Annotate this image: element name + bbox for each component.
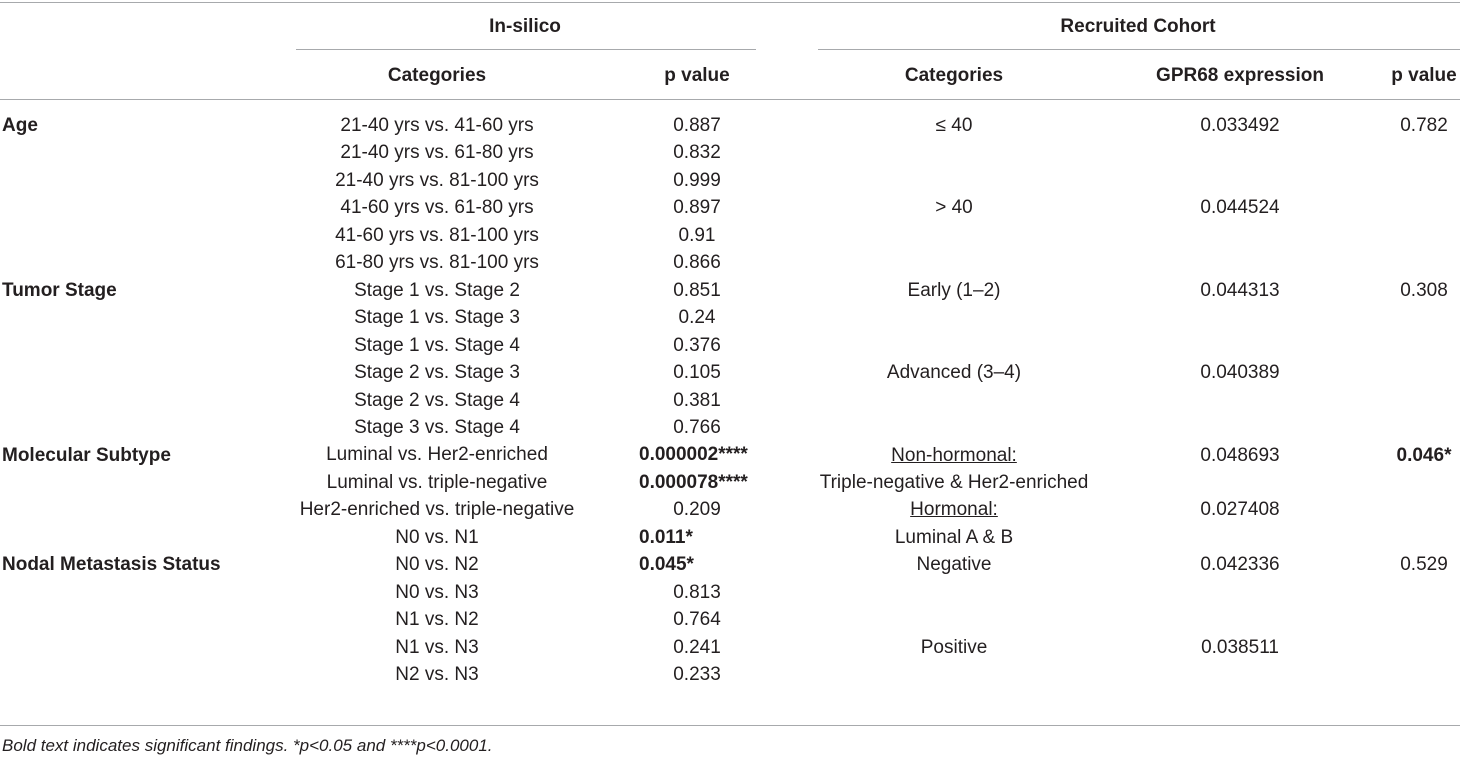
insilico-category: 21-40 yrs vs. 41-60 yrs: [340, 115, 534, 136]
insilico-category: N0 vs. N1: [395, 527, 479, 548]
insilico-p-value: 0.000002****: [639, 444, 748, 465]
insilico-p-value: 0.851: [673, 280, 721, 301]
insilico-p-value: 0.241: [673, 637, 721, 658]
insilico-p-value: 0.233: [673, 664, 721, 685]
recruited-category-stage-advanced: Advanced (3–4): [886, 362, 1022, 383]
insilico-category: 21-40 yrs vs. 61-80 yrs: [340, 142, 534, 163]
insilico-p-value: 0.045*: [639, 554, 694, 575]
table-footnote: Bold text indicates significant findings. *p<0.05 and ****p<0.0001.: [2, 736, 493, 755]
gpr68-expression-value: 0.044313: [1200, 280, 1280, 301]
header-in-silico: In-silico: [489, 16, 561, 37]
insilico-p-value: 0.376: [673, 335, 721, 356]
recruited-category-hormonal-detail: Luminal A & B: [894, 527, 1014, 548]
insilico-span-rule: [296, 49, 756, 50]
recruited-p-value: 0.782: [1400, 115, 1448, 136]
insilico-category: Stage 1 vs. Stage 2: [354, 280, 520, 301]
insilico-category: Stage 2 vs. Stage 4: [354, 390, 520, 411]
insilico-category: 21-40 yrs vs. 81-100 yrs: [335, 170, 539, 191]
header-insilico-p-value: p value: [664, 65, 730, 86]
recruited-p-value: 0.529: [1400, 554, 1448, 575]
insilico-category: N0 vs. N2: [395, 554, 479, 575]
group-nodal-metastasis: Nodal Metastasis Status: [2, 554, 221, 575]
recruited-category-hormonal-heading: Hormonal:: [910, 499, 998, 520]
insilico-p-value: 0.866: [673, 252, 721, 273]
gpr68-expression-value: 0.033492: [1200, 115, 1280, 136]
header-recruited-categories: Categories: [904, 65, 1004, 86]
recruited-category-stage-early: Early (1–2): [907, 280, 1001, 301]
recruited-p-value-significant: 0.046*: [1396, 445, 1452, 466]
insilico-category: 41-60 yrs vs. 61-80 yrs: [340, 197, 534, 218]
insilico-p-value: 0.381: [673, 390, 721, 411]
recruited-category-nodal-negative: Negative: [916, 554, 992, 575]
recruited-category-nodal-positive: Positive: [920, 637, 988, 658]
insilico-category: Stage 1 vs. Stage 4: [354, 335, 520, 356]
gpr68-expression-value: 0.027408: [1200, 499, 1280, 520]
group-age: Age: [2, 115, 38, 136]
insilico-p-value: 0.209: [673, 499, 721, 520]
insilico-p-value: 0.999: [673, 170, 721, 191]
insilico-p-value: 0.105: [673, 362, 721, 383]
insilico-category: Stage 1 vs. Stage 3: [354, 307, 520, 328]
header-bottom-rule: [0, 99, 1460, 100]
insilico-p-value: 0.813: [673, 582, 721, 603]
insilico-p-value: 0.766: [673, 417, 721, 438]
insilico-p-value: 0.000078****: [639, 472, 748, 493]
gpr68-expression-value: 0.042336: [1200, 554, 1280, 575]
header-recruited-p-value: p value: [1391, 65, 1457, 86]
gpr68-expression-value: 0.038511: [1201, 637, 1279, 658]
insilico-category: N0 vs. N3: [395, 582, 479, 603]
recruited-span-rule: [818, 49, 1460, 50]
insilico-p-value: 0.897: [673, 197, 721, 218]
insilico-p-value: 0.887: [673, 115, 721, 136]
insilico-category: N1 vs. N3: [395, 637, 479, 658]
header-insilico-categories: Categories: [387, 65, 487, 86]
insilico-category: 61-80 yrs vs. 81-100 yrs: [335, 252, 539, 273]
insilico-category: N1 vs. N2: [395, 609, 479, 630]
recruited-category-nonhormonal-detail: Triple-negative & Her2-enriched: [819, 472, 1089, 493]
gpr68-expression-value: 0.048693: [1200, 445, 1280, 466]
table-bottom-rule: [0, 725, 1460, 726]
insilico-category: Luminal vs. triple-negative: [326, 472, 548, 493]
header-gpr68-expression: GPR68 expression: [1156, 65, 1324, 86]
insilico-p-value: 0.011*: [639, 527, 693, 548]
insilico-category: N2 vs. N3: [395, 664, 479, 685]
insilico-category: 41-60 yrs vs. 81-100 yrs: [335, 225, 539, 246]
recruited-p-value: 0.308: [1400, 280, 1448, 301]
insilico-p-value: 0.91: [678, 225, 716, 246]
insilico-p-value: 0.764: [673, 609, 721, 630]
insilico-category: Her2-enriched vs. triple-negative: [299, 499, 575, 520]
group-tumor-stage: Tumor Stage: [2, 280, 117, 301]
insilico-category: Luminal vs. Her2-enriched: [326, 444, 548, 465]
header-recruited-cohort: Recruited Cohort: [1060, 16, 1216, 37]
insilico-category: Stage 2 vs. Stage 3: [354, 362, 520, 383]
insilico-p-value: 0.24: [678, 307, 716, 328]
recruited-category-age-le40: ≤ 40: [935, 115, 973, 136]
group-molecular-subtype: Molecular Subtype: [2, 445, 171, 466]
insilico-p-value: 0.832: [673, 142, 721, 163]
insilico-category: Stage 3 vs. Stage 4: [354, 417, 520, 438]
recruited-category-nonhormonal-heading: Non-hormonal:: [891, 445, 1017, 466]
recruited-category-age-gt40: > 40: [935, 197, 973, 218]
gpr68-expression-value: 0.044524: [1200, 197, 1280, 218]
gpr68-expression-value: 0.040389: [1200, 362, 1280, 383]
top-rule: [0, 2, 1460, 3]
